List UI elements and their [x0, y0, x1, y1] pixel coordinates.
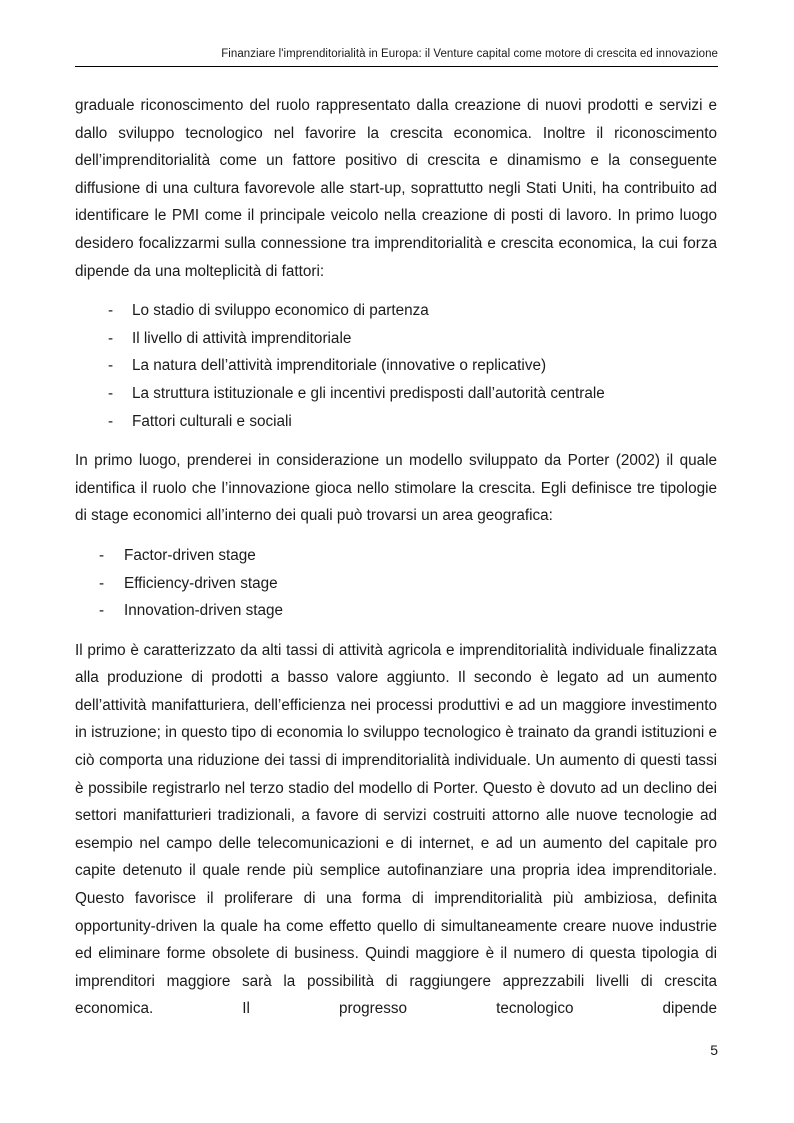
paragraph-porter: In primo luogo, prenderei in considerazione un modello sviluppato da Porter (2002) il quale identifica il ruolo che l’innovazione gioca nello stimolare la crescita. Egli definisce tre tipologie di stage economici all’interno dei quali può trovarsi un area geografica:: [75, 452, 717, 525]
paragraph-stages: Il primo è caratterizzato da alti tassi di attività agricola e imprenditorialità individuale finalizzata alla produzione di prodotti a basso valore aggiunto. Il secondo è legato ad un aumento dell’attività manifatturiera, dell’efficienza nei processi produttivi e ad un maggiore investimento in istruzione; in questo tipo di economia lo sviluppo tecnologico è trainato da grandi istituzioni e ciò comporta una riduzione dei tassi di imprenditorialità individuale. Un aumento di questi tassi è possibile registrarlo nel terzo stadio del modello di Porter. Questo è dovuto ad un declino dei settori manifatturieri tradizionali, a favore di servizi costruiti attorno alle nuove tecnologie ad esempio nel campo delle telecomunicazioni e di internet, e ad un aumento del capitale pro capite detenuto il quale rende più semplice autofinanziare una propria idea imprenditoriale. Questo favorisce il proliferare di una forma di imprenditorialità più ambiziosa, definita opportunity-driven la quale ha come effetto quello di simultaneamente creare nuove industrie ed eliminare forme obsolete di business. Quindi maggiore è il numero di questa tipologia di imprenditori maggiore sarà la possibilità di raggiungere apprezzabili livelli di crescita economica. Il progresso tecnologico dipende: [75, 641, 718, 1018]
list-item: - La natura dell’attività imprenditoriale (innovative o replicative): [108, 357, 547, 375]
list-item: - Efficiency-driven stage: [99, 574, 278, 592]
page-number: 5: [710, 1042, 718, 1058]
stages-list: [75, 542, 717, 625]
list-item: - Lo stadio di sviluppo economico di partenza: [108, 302, 429, 320]
document-body: [75, 92, 717, 1023]
paragraph-intro: graduale riconoscimento del ruolo rappresentato dalla creazione di nuovi prodotti e servizi e dallo sviluppo tecnologico nel favorire la crescita economica. Inoltre il riconoscimento dell’imprenditorialità come un fattore positivo di crescita e dinamismo e la conseguente diffusione di una cultura favorevole alle start-up, soprattutto negli Stati Uniti, ha contribuito ad identificare le PMI come il principale veicolo nella creazione di posti di lavoro. In primo luogo desidero focalizzarmi sulla connessione tra imprenditorialità e crescita economica, la cui forza dipende da una molteplicità di fattori:: [75, 97, 717, 280]
list-item: - La struttura istituzionale e gli incentivi predisposti dall’autorità centrale: [108, 384, 605, 402]
list-item: - Innovation-driven stage: [99, 602, 284, 620]
list-item: - Factor-driven stage: [99, 546, 256, 564]
list-item: - Il livello di attività imprenditoriale: [108, 329, 352, 347]
running-header: [75, 46, 718, 67]
factors-list: [75, 297, 717, 435]
running-title: Finanziare l'imprenditorialità in Europa: il Venture capital come motore di crescita ed innovazione: [221, 48, 718, 60]
list-item: - Fattori culturali e sociali: [108, 412, 292, 430]
